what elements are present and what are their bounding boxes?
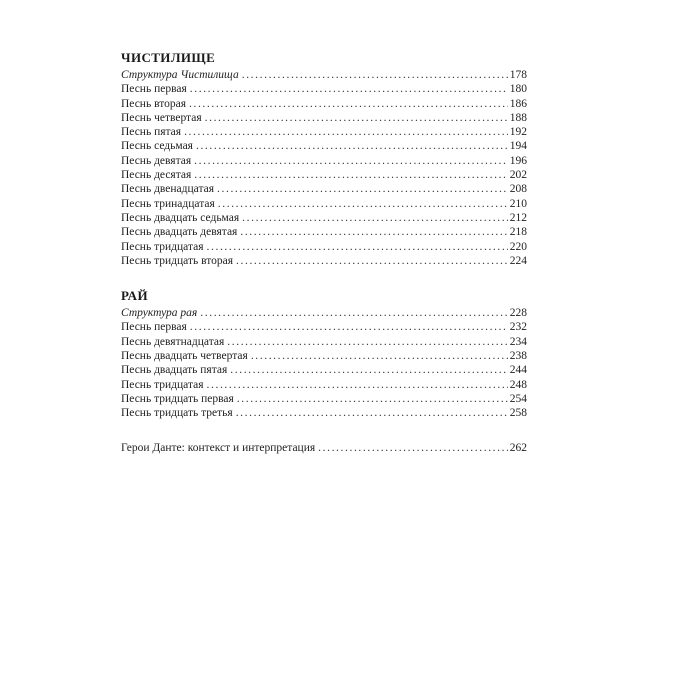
toc-entry: [121, 363, 527, 377]
toc-entry-page-number: 202: [509, 169, 527, 182]
toc-entry-page-number: 188: [509, 111, 527, 124]
toc-entry: [121, 139, 527, 153]
toc-entry-title: Песнь тридцатая: [121, 240, 204, 253]
toc-entry-page-number: 208: [509, 183, 527, 196]
toc-entry-title: Песнь первая: [121, 321, 187, 334]
dot-leader: [240, 225, 507, 239]
toc-entry: [121, 68, 527, 82]
dot-leader: [227, 335, 507, 349]
toc-entry-title: Песнь десятая: [121, 169, 192, 182]
toc-entry-title: Песнь пятая: [121, 126, 182, 139]
toc-section-heading: ЧИСТИЛИЩЕ: [121, 50, 216, 65]
dot-leader: [230, 363, 507, 377]
dot-leader: [207, 378, 508, 392]
toc-entry-title: Песнь тридцать вторая: [121, 254, 234, 267]
dot-leader: [184, 125, 508, 139]
toc-entry: [121, 168, 527, 182]
dot-leader: [218, 197, 508, 211]
toc-entry-page-number: 196: [509, 154, 527, 167]
dot-leader: [189, 97, 508, 111]
toc-section-entries: [121, 306, 527, 420]
toc-entry-title: Песнь девятая: [121, 154, 192, 167]
toc-entry: [121, 335, 527, 349]
dot-leader: [242, 211, 508, 225]
toc-section: [121, 288, 527, 420]
toc-entry: [121, 406, 527, 420]
dot-leader: [194, 168, 507, 182]
toc-entry: [121, 392, 527, 406]
toc-entry-page-number: 258: [509, 407, 527, 420]
dot-leader: [242, 68, 508, 82]
toc-entry-title: Песнь тридцатая: [121, 378, 204, 391]
toc-entry: [121, 182, 527, 196]
dot-leader: [236, 254, 508, 268]
toc-content: [121, 50, 527, 455]
toc-entry: [121, 349, 527, 363]
toc-entry-page-number: 180: [509, 83, 527, 96]
toc-entry-title: Песнь вторая: [121, 97, 186, 110]
toc-entry-title: Песнь тринадцатая: [121, 197, 215, 210]
toc-entry-page-number: 234: [509, 335, 527, 348]
toc-section-heading: РАЙ: [121, 288, 148, 304]
dot-leader: [217, 182, 508, 196]
toc-entry-title: Песнь четвертая: [121, 111, 202, 124]
toc-entry-page-number: 212: [509, 211, 527, 224]
toc-entry: [121, 240, 527, 254]
toc-entry-title: Песнь тридцать первая: [121, 392, 234, 405]
toc-entry: [121, 320, 527, 334]
toc-section: [121, 441, 527, 455]
toc-entry: [121, 111, 527, 125]
toc-entry-page-number: 218: [509, 226, 527, 239]
toc-entry: [121, 154, 527, 168]
toc-entry: [121, 211, 527, 225]
toc-entry-page-number: 228: [509, 307, 527, 320]
toc-entry-title: Песнь девятнадцатая: [121, 335, 225, 348]
toc-entry-page-number: 194: [509, 140, 527, 153]
toc-entry: [121, 225, 527, 239]
toc-entry: [121, 125, 527, 139]
toc-entry-page-number: 220: [509, 240, 527, 253]
toc-entry: [121, 97, 527, 111]
toc-entry: [121, 197, 527, 211]
toc-entry: [121, 441, 527, 455]
dot-leader: [200, 306, 507, 320]
toc-entry-title: Песнь двадцать седьмая: [121, 211, 240, 224]
dot-leader: [236, 406, 508, 420]
toc-entry-page-number: 244: [509, 364, 527, 377]
toc-entry: [121, 378, 527, 392]
toc-entry-page-number: 248: [509, 378, 527, 391]
toc-entry-title: Песнь тридцать третья: [121, 407, 233, 420]
dot-leader: [190, 320, 508, 334]
toc-entry: [121, 306, 527, 320]
dot-leader: [196, 139, 508, 153]
toc-entry-page-number: 178: [509, 69, 527, 81]
toc-entry-title: Песнь первая: [121, 83, 187, 96]
toc-section: [121, 50, 527, 268]
dot-leader: [251, 349, 508, 363]
toc-entry-page-number: 232: [509, 321, 527, 334]
toc-entry-title: Песнь двадцать четвертая: [121, 350, 248, 363]
toc-entry-title: Герои Данте: контекст и интерпретация: [121, 441, 316, 454]
dot-leader: [194, 154, 508, 168]
toc-entry-page-number: 224: [509, 254, 527, 267]
toc-entry-title: Песнь двадцать пятая: [121, 364, 228, 377]
toc-entry-page-number: 210: [509, 197, 527, 210]
toc-entry-page-number: 186: [509, 97, 527, 110]
toc-section-entries: [121, 68, 527, 268]
dot-leader: [205, 111, 508, 125]
toc-entry-page-number: 254: [509, 392, 527, 405]
toc-entry-title: Песнь двенадцатая: [121, 183, 215, 196]
toc-entry-page-number: 262: [509, 441, 527, 454]
toc-entry-title: Структура Чистилища: [121, 69, 239, 81]
toc-section-entries: [121, 441, 527, 455]
dot-leader: [318, 441, 508, 455]
toc-entry-title: Песнь седьмая: [121, 140, 193, 153]
dot-leader: [190, 82, 508, 96]
toc-entry: [121, 254, 527, 268]
toc-entry-title: Песнь двадцать девятая: [121, 226, 238, 239]
toc-entry-page-number: 192: [509, 126, 527, 139]
toc-entry-page-number: 238: [509, 350, 527, 363]
toc-entry: [121, 82, 527, 96]
dot-leader: [237, 392, 508, 406]
dot-leader: [207, 240, 508, 254]
toc-entry-title: Структура рая: [121, 307, 198, 320]
